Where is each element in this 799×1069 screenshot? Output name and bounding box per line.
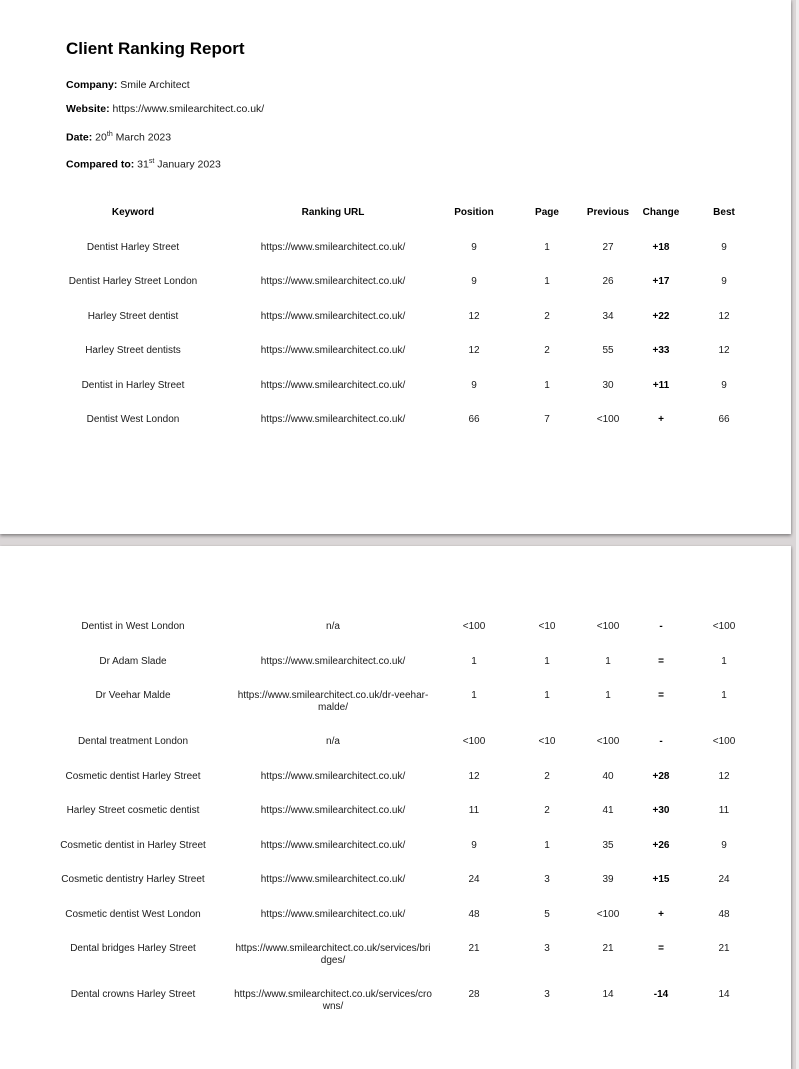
position-cell: 66 (468, 414, 480, 425)
previous-cell: 55 (602, 345, 614, 356)
ranking-url-cell: https://www.smilearchitect.co.uk/ (260, 345, 406, 356)
meta-line: Date: 20th March 2023 (66, 130, 172, 144)
report-title: Client Ranking Report (66, 39, 245, 58)
page-cell: <10 (538, 621, 556, 632)
previous-cell: 39 (602, 874, 614, 885)
meta-label: Website: (66, 103, 110, 116)
best-cell: 14 (718, 989, 730, 1000)
change-cell: +33 (652, 345, 670, 356)
ranking-url-cell: https://www.smilearchitect.co.uk/ (260, 379, 406, 391)
previous-cell: <100 (596, 621, 620, 632)
ranking-url-cell: https://www.smilearchitect.co.uk/ (260, 874, 406, 885)
best-cell: 24 (718, 874, 730, 885)
table-row (0, 414, 791, 426)
position-cell: <100 (462, 621, 486, 632)
table-row (0, 276, 791, 288)
ranking-url-cell: n/a (326, 621, 340, 632)
previous-cell: 26 (602, 276, 614, 287)
position-cell: 24 (468, 874, 480, 885)
best-cell: 11 (718, 805, 730, 816)
position-cell: 48 (468, 908, 480, 920)
table-row (0, 909, 791, 921)
report-page-2 (0, 546, 791, 1069)
table-row (0, 345, 791, 357)
meta-label: Compared to: (66, 158, 135, 171)
keyword-cell: Harley Street dentists (85, 345, 181, 356)
table-row (0, 989, 791, 1012)
ranking-url-cell: https://www.smilearchitect.co.uk/ (260, 655, 406, 667)
change-cell: - (659, 621, 663, 632)
change-cell: = (658, 943, 664, 954)
meta-line: Company: Smile Architect (66, 79, 190, 91)
ranking-table-page-1 (0, 207, 791, 449)
previous-cell: <100 (596, 736, 620, 747)
ranking-url-cell: https://www.smilearchitect.co.uk/ (260, 805, 406, 816)
page-cell: 1 (544, 276, 550, 287)
ranking-url-cell: https://www.smilearchitect.co.uk/ (260, 770, 406, 782)
meta-line: Compared to: 31st January 2023 (66, 158, 221, 171)
keyword-cell: Dental crowns Harley Street (70, 989, 196, 1000)
change-cell: - (659, 736, 663, 747)
table-row (0, 805, 791, 817)
position-cell: 12 (468, 310, 480, 322)
keyword-cell: Cosmetic dentist in Harley Street (60, 839, 206, 851)
change-column-header: Change (642, 207, 680, 218)
ordinal-superscript: st (148, 158, 155, 166)
change-cell: +15 (652, 874, 670, 885)
keyword-cell: Dr Veehar Malde (95, 690, 171, 701)
best-cell: 9 (721, 379, 727, 391)
ranking-url-column-header: Ranking URL (301, 207, 365, 218)
previous-cell: 14 (602, 989, 614, 1000)
keyword-cell: Cosmetic dentistry Harley Street (61, 874, 205, 885)
table-row (0, 621, 791, 633)
meta-label: Company: (66, 79, 118, 91)
page-cell: 7 (544, 414, 550, 425)
previous-cell: 35 (602, 839, 614, 851)
change-cell: -14 (653, 989, 669, 1000)
keyword-column-header: Keyword (111, 207, 155, 218)
position-cell: 9 (471, 241, 477, 253)
ranking-url-cell: https://www.smilearchitect.co.uk/ (260, 310, 406, 322)
position-column-header: Position (454, 207, 494, 218)
previous-cell: 30 (602, 379, 614, 391)
position-cell: 9 (471, 379, 477, 391)
ranking-url-cell: https://www.smilearchitect.co.uk/services/crowns/ (234, 989, 432, 1012)
position-cell: 21 (468, 943, 480, 954)
keyword-cell: Dentist in Harley Street (81, 379, 185, 391)
position-cell: 9 (471, 276, 477, 287)
change-cell: = (658, 690, 664, 701)
meta-label: Date: (66, 131, 93, 144)
ranking-url-cell: https://www.smilearchitect.co.uk/ (260, 414, 406, 425)
change-cell: +11 (652, 379, 670, 391)
previous-cell: <100 (596, 414, 620, 425)
page-cell: 2 (544, 310, 550, 322)
best-cell: 9 (721, 241, 727, 253)
page-column-header: Page (535, 207, 559, 218)
page-cell: 5 (544, 908, 550, 920)
page-cell: 1 (544, 839, 550, 851)
table-row (0, 943, 791, 966)
previous-cell: 41 (602, 805, 614, 816)
best-cell: 1 (721, 690, 727, 701)
page-cell: 3 (544, 989, 550, 1000)
meta-line: Website: https://www.smilearchitect.co.uk/ (66, 103, 265, 116)
page-cell: 1 (544, 690, 550, 701)
previous-cell: 1 (605, 690, 611, 701)
report-page-1 (0, 0, 791, 534)
best-cell: 21 (718, 943, 730, 954)
change-cell: + (658, 908, 664, 920)
keyword-cell: Harley Street dentist (87, 310, 179, 322)
position-cell: 12 (468, 770, 480, 782)
report-meta (66, 79, 264, 183)
ranking-url-cell: https://www.smilearchitect.co.uk/services/bridges/ (235, 943, 431, 966)
previous-cell: 21 (602, 943, 614, 954)
best-cell: 12 (718, 770, 730, 782)
page-cell: 1 (544, 241, 550, 253)
position-cell: 12 (468, 345, 480, 356)
best-column-header: Best (713, 207, 735, 218)
best-cell: <100 (712, 621, 736, 632)
best-cell: 9 (721, 276, 727, 287)
previous-cell: 27 (602, 241, 614, 253)
page-cell: <10 (538, 736, 556, 747)
ranking-url-cell: https://www.smilearchitect.co.uk/dr-veehar-malde/ (237, 690, 429, 713)
keyword-cell: Dentist in West London (81, 621, 185, 632)
change-cell: + (658, 414, 664, 425)
ranking-url-cell: https://www.smilearchitect.co.uk/ (260, 241, 406, 253)
change-cell: = (658, 655, 664, 667)
best-cell: 48 (718, 908, 730, 920)
change-cell: +28 (652, 770, 670, 782)
table-row (0, 840, 791, 852)
table-row (0, 771, 791, 783)
keyword-cell: Dental treatment London (77, 736, 189, 747)
page-cell: 3 (544, 874, 550, 885)
ranking-url-cell: n/a (326, 736, 340, 747)
keyword-cell: Dentist Harley Street (86, 241, 180, 253)
keyword-cell: Dentist West London (86, 414, 180, 425)
table-row (0, 380, 791, 392)
change-cell: +26 (652, 839, 670, 851)
table-row (0, 311, 791, 323)
ranking-url-cell: https://www.smilearchitect.co.uk/ (260, 276, 406, 287)
best-cell: <100 (712, 736, 736, 747)
position-cell: <100 (462, 736, 486, 747)
ranking-table-page-2 (0, 621, 791, 1035)
table-row (0, 736, 791, 748)
table-header-row (0, 207, 791, 219)
page-cell: 2 (544, 345, 550, 356)
position-cell: 11 (468, 805, 480, 816)
keyword-cell: Cosmetic dentist West London (65, 908, 201, 920)
table-row (0, 874, 791, 886)
position-cell: 9 (471, 839, 477, 851)
previous-cell: 34 (602, 310, 614, 322)
change-cell: +22 (652, 310, 670, 322)
position-cell: 28 (468, 989, 480, 1000)
ranking-url-cell: https://www.smilearchitect.co.uk/ (260, 839, 406, 851)
keyword-cell: Harley Street cosmetic dentist (66, 805, 200, 816)
table-row (0, 242, 791, 254)
previous-cell: <100 (596, 908, 620, 920)
best-cell: 66 (718, 414, 730, 425)
change-cell: +17 (652, 276, 670, 287)
previous-column-header: Previous (586, 207, 630, 218)
previous-cell: 40 (602, 770, 614, 782)
keyword-cell: Dental bridges Harley Street (70, 943, 196, 954)
position-cell: 1 (471, 655, 477, 667)
page-cell: 2 (544, 770, 550, 782)
ranking-url-cell: https://www.smilearchitect.co.uk/ (260, 908, 406, 920)
ordinal-superscript: th (106, 130, 113, 138)
table-row (0, 656, 791, 668)
best-cell: 9 (721, 839, 727, 851)
best-cell: 12 (718, 345, 730, 356)
page-cell: 3 (544, 943, 550, 954)
previous-cell: 1 (605, 655, 611, 667)
best-cell: 1 (721, 655, 727, 667)
keyword-cell: Dr Adam Slade (99, 655, 167, 667)
page-cell: 1 (544, 379, 550, 391)
table-row (0, 690, 791, 713)
page-cell: 2 (544, 805, 550, 816)
page-cell: 1 (544, 655, 550, 667)
position-cell: 1 (471, 690, 477, 701)
change-cell: +30 (652, 805, 670, 816)
keyword-cell: Dentist Harley Street London (68, 276, 198, 287)
change-cell: +18 (652, 241, 670, 253)
keyword-cell: Cosmetic dentist Harley Street (65, 770, 201, 782)
best-cell: 12 (718, 310, 730, 322)
